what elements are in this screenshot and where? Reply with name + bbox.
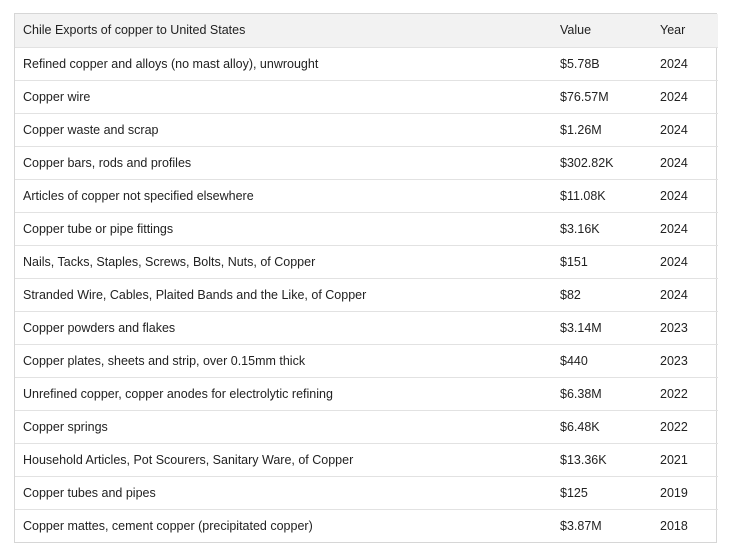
cell-product: Copper wire: [15, 80, 552, 113]
cell-year: 2024: [652, 80, 718, 113]
table-row: [15, 278, 718, 311]
exports-table-container: [14, 13, 717, 543]
header-value: Value: [552, 14, 652, 47]
cell-value: $76.57M: [552, 80, 652, 113]
cell-year: 2022: [652, 377, 718, 410]
cell-product: Copper springs: [15, 410, 552, 443]
header-row: [15, 14, 718, 47]
table-row: [15, 311, 718, 344]
cell-product: Copper tube or pipe fittings: [15, 212, 552, 245]
table-body: [15, 47, 718, 542]
cell-product: Copper bars, rods and profiles: [15, 146, 552, 179]
cell-product: Articles of copper not specified elsewhere: [15, 179, 552, 212]
table-row: [15, 443, 718, 476]
table-row: [15, 146, 718, 179]
table-row: [15, 410, 718, 443]
cell-year: 2022: [652, 410, 718, 443]
cell-year: 2023: [652, 311, 718, 344]
cell-year: 2024: [652, 179, 718, 212]
header-product: Chile Exports of copper to United States: [15, 14, 552, 47]
cell-year: 2024: [652, 113, 718, 146]
cell-product: Copper plates, sheets and strip, over 0.15mm thick: [15, 344, 552, 377]
cell-product: Copper powders and flakes: [15, 311, 552, 344]
cell-value: $3.16K: [552, 212, 652, 245]
cell-year: 2024: [652, 146, 718, 179]
cell-value: $302.82K: [552, 146, 652, 179]
cell-value: $5.78B: [552, 47, 652, 80]
cell-year: 2023: [652, 344, 718, 377]
cell-year: 2024: [652, 245, 718, 278]
cell-product: Nails, Tacks, Staples, Screws, Bolts, Nuts, of Copper: [15, 245, 552, 278]
table-row: [15, 212, 718, 245]
cell-year: 2024: [652, 278, 718, 311]
table-row: [15, 80, 718, 113]
cell-product: Copper waste and scrap: [15, 113, 552, 146]
table-header: [15, 14, 718, 47]
cell-product: Refined copper and alloys (no mast alloy), unwrought: [15, 47, 552, 80]
cell-value: $151: [552, 245, 652, 278]
cell-product: Copper mattes, cement copper (precipitated copper): [23, 518, 313, 533]
cell-value: $125: [552, 476, 652, 509]
cell-year: 2019: [652, 476, 718, 509]
cell-value: $440: [552, 344, 652, 377]
cell-year: 2021: [652, 443, 718, 476]
table-row: [15, 47, 718, 80]
cell-value: $6.38M: [552, 377, 652, 410]
cell-value: $3.14M: [552, 311, 652, 344]
table-row: [15, 344, 718, 377]
cell-value: $11.08K: [552, 179, 652, 212]
cell-value: $13.36K: [552, 443, 652, 476]
cell-value: $82: [552, 278, 652, 311]
cell-product: Copper tubes and pipes: [15, 476, 552, 509]
cell-year: 2024: [652, 47, 718, 80]
cell-product: Unrefined copper, copper anodes for electrolytic refining: [15, 377, 552, 410]
cell-product: Stranded Wire, Cables, Plaited Bands and the Like, of Copper: [15, 278, 552, 311]
table-row: [15, 245, 718, 278]
table-row: [15, 377, 718, 410]
exports-table: [15, 14, 718, 542]
cell-year: 2024: [652, 212, 718, 245]
cell-value: $3.87M: [560, 518, 602, 533]
cell-value: $6.48K: [552, 410, 652, 443]
cell-year: 2018: [660, 518, 688, 533]
table-row: [15, 476, 718, 509]
table-row: [15, 179, 718, 212]
cell-product: Household Articles, Pot Scourers, Sanitary Ware, of Copper: [15, 443, 552, 476]
header-year: Year: [652, 14, 718, 47]
cell-value: $1.26M: [552, 113, 652, 146]
table-row: [15, 113, 718, 146]
table-row: [15, 509, 718, 542]
